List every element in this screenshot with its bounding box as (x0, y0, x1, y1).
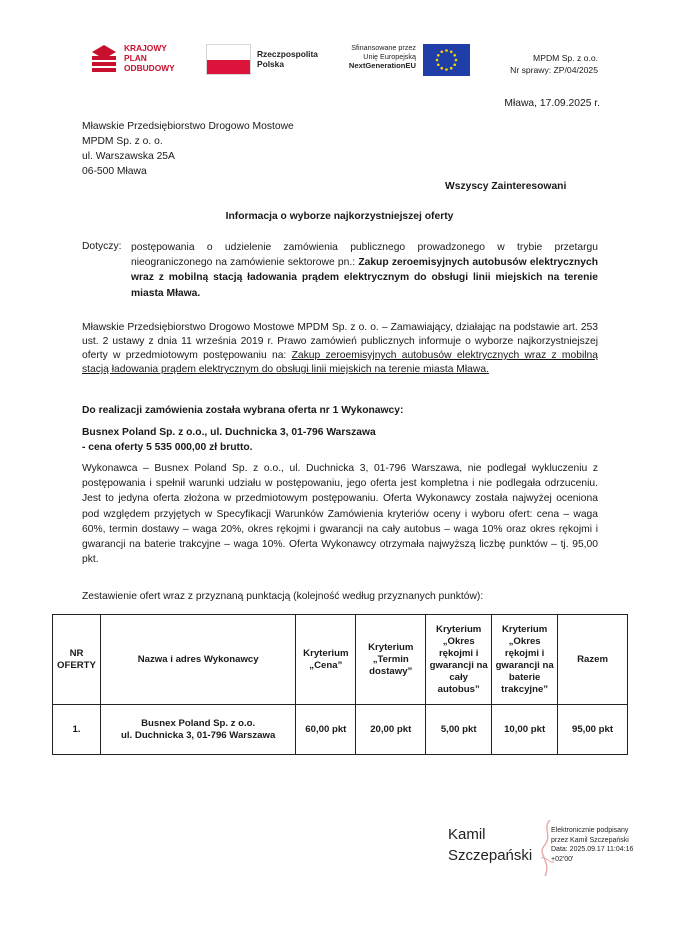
eu-star-icon (455, 59, 458, 62)
signature-info (551, 826, 633, 864)
kpo-line-2: PLAN (124, 53, 147, 63)
paragraph-decision (82, 321, 598, 377)
col-nr-header: NR OFERTY (53, 615, 101, 705)
cell-bus-warranty: 5,00 pkt (426, 705, 492, 755)
company-short: MPDM Sp. z o.o. (533, 53, 598, 63)
sender-name: Mławskie Przedsiębiorstwo Drogowo Mostowe (82, 121, 294, 132)
offers-table (52, 614, 628, 755)
col-price-header: Kryterium „Cena” (296, 615, 356, 705)
cell-contractor-name: Busnex Poland Sp. z o.o. (141, 717, 256, 729)
col-bus-warranty-header: Kryterium „Okres rękojmi i gwarancji na cały autobus” (426, 615, 492, 705)
subject-bold: Zakup zeroemisyjnych autobusów elektrycznych wraz z mobilną stacją ładowania prądem elektrycznym do obsługi linii miejskich na terenie miasta Mława. (131, 257, 598, 299)
eu-flag-icon (423, 44, 470, 76)
place-date: Mława, 17.09.2025 r. (504, 98, 600, 109)
paragraph-decision-subject: Zakup zeroemisyjnych autobusów elektrycznych wraz z mobilną stacją ładowania prądem elektrycznym do obsługi linii miejskich na terenie miasta Mława. (82, 350, 598, 375)
rp-line-1: Rzeczpospolita (257, 49, 318, 59)
summary-intro: Zestawienie ofert wraz z przyznaną punktacją (kolejność według przyznanych punktów): (82, 591, 484, 602)
contractor-line: Busnex Poland Sp. z o.o., ul. Duchnicka 3, 01-796 Warszawa (82, 427, 376, 438)
signature-info-2: przez Kamil Szczepański (551, 836, 629, 844)
sender-city: 06-500 Mława (82, 166, 147, 177)
eu-star-icon (450, 50, 453, 53)
kpo-line-3: ODBUDOWY (124, 63, 175, 73)
signature-info-1: Elektronicznie podpisany (551, 827, 629, 834)
cell-contractor (100, 705, 295, 755)
selected-heading: Do realizacji zamówienia została wybrana oferta nr 1 Wykonawcy: (82, 405, 404, 416)
table-row (53, 705, 628, 755)
eu-star-icon (453, 54, 456, 57)
eu-line-2: Unię Europejską (363, 52, 416, 61)
poland-flag-icon (206, 44, 251, 75)
kpo-logo-text (124, 43, 175, 73)
cell-nr: 1. (53, 705, 101, 755)
subject-text (131, 240, 598, 301)
paragraph-decision-body: Mławskie Przedsiębiorstwo Drogowo Mostowe MPDM Sp. z o. o. – Zamawiający, działając na podstawie art. 253 ust. 2 ustawy z dnia 11 września 2019 r. Prawo zamówień publicznych informuje o wyborze najkorzystniejszej oferty w przedmiotowym postępowaniu na: (82, 322, 598, 361)
signature-last-name: Szczepański (448, 847, 533, 864)
eu-star-icon (436, 59, 439, 62)
kpo-line-1: KRAJOWY (124, 43, 167, 53)
cell-price: 60,00 pkt (296, 705, 356, 755)
cell-delivery: 20,00 pkt (356, 705, 426, 755)
signature-info-4: +02'00' (551, 855, 574, 863)
col-total-header: Razem (558, 615, 628, 705)
col-delivery-header: Kryterium „Termin dostawy” (356, 615, 426, 705)
table-header-row (53, 615, 628, 705)
col-name-header: Nazwa i adres Wykonawcy (100, 615, 295, 705)
eu-star-icon (437, 63, 440, 66)
cell-total: 95,00 pkt (558, 705, 628, 755)
subject-body: postępowania o udzielenie zamówienia publicznego prowadzonego w trybie przetargu nieograniczonego na zamówienie sektorowe pn.: (131, 242, 598, 269)
eu-star-icon (437, 54, 440, 57)
eu-star-icon (450, 67, 453, 70)
cell-battery-warranty: 10,00 pkt (492, 705, 558, 755)
document-title: Informacja o wyborze najkorzystniejszej oferty (225, 211, 454, 222)
subject-label: Dotyczy: (82, 241, 122, 252)
selected-offer (82, 425, 376, 455)
col-battery-warranty-header: Kryterium „Okres rękojmi i gwarancji na baterie trakcyjne” (492, 615, 558, 705)
addressee: Wszyscy Zainteresowani (445, 181, 567, 192)
eu-star-icon (445, 68, 448, 71)
rp-logo-text (257, 49, 318, 69)
eu-line-1: Sfinansowane przez (351, 43, 416, 52)
eu-star-icon (453, 63, 456, 66)
header-reference (480, 53, 598, 76)
eu-line-3: NextGenerationEU (348, 61, 416, 70)
rp-line-2: Polska (257, 59, 285, 69)
eu-funding-text (330, 43, 416, 70)
signature-info-3: Data: 2025.09.17 11:04:16 (551, 846, 634, 854)
cell-contractor-address: ul. Duchnicka 3, 01-796 Warszawa (121, 729, 276, 741)
signature-name (448, 824, 532, 866)
case-number: Nr sprawy: ZP/04/2025 (510, 64, 598, 75)
eu-star-icon (440, 50, 443, 53)
eu-star-icon (440, 67, 443, 70)
sender-name2: MPDM Sp. z o. o. (82, 136, 163, 147)
paragraph-justification: Wykonawca – Busnex Poland Sp. z o.o., ul. Duchnicka 3, 01-796 Warszawa, nie podlegał wykluczeniu z postępowania i spełnił warunki udziału w postępowaniu, jego oferta jest kompletna i nie podlegała odrzuceniu. Jest to jedyna oferta złożona w przedmiotowym postępowaniu. Oferta Wykonawcy została najwyżej oceniona pod względem przyjętych w Specyfikacji Warunków Zamówienia kryteriów oceny i wyboru ofert: cena – waga 60%, termin dostawy – waga 20%, okres rękojmi i gwarancji na cały autobus – waga 10% oraz okres rękojmi i gwarancji na baterie trakcyjne – waga 10%. Oferta Wykonawcy otrzymała najwyższą liczbę punktów – tj. 95,00 pkt. (82, 463, 598, 566)
sender-street: ul. Warszawska 25A (82, 151, 175, 162)
eu-star-icon (445, 49, 448, 52)
sender-block (82, 119, 294, 179)
kpo-logo-icon (91, 44, 117, 76)
signature-first-name: Kamil (448, 826, 486, 843)
price-line: - cena oferty 5 535 000,00 zł brutto. (82, 442, 253, 453)
